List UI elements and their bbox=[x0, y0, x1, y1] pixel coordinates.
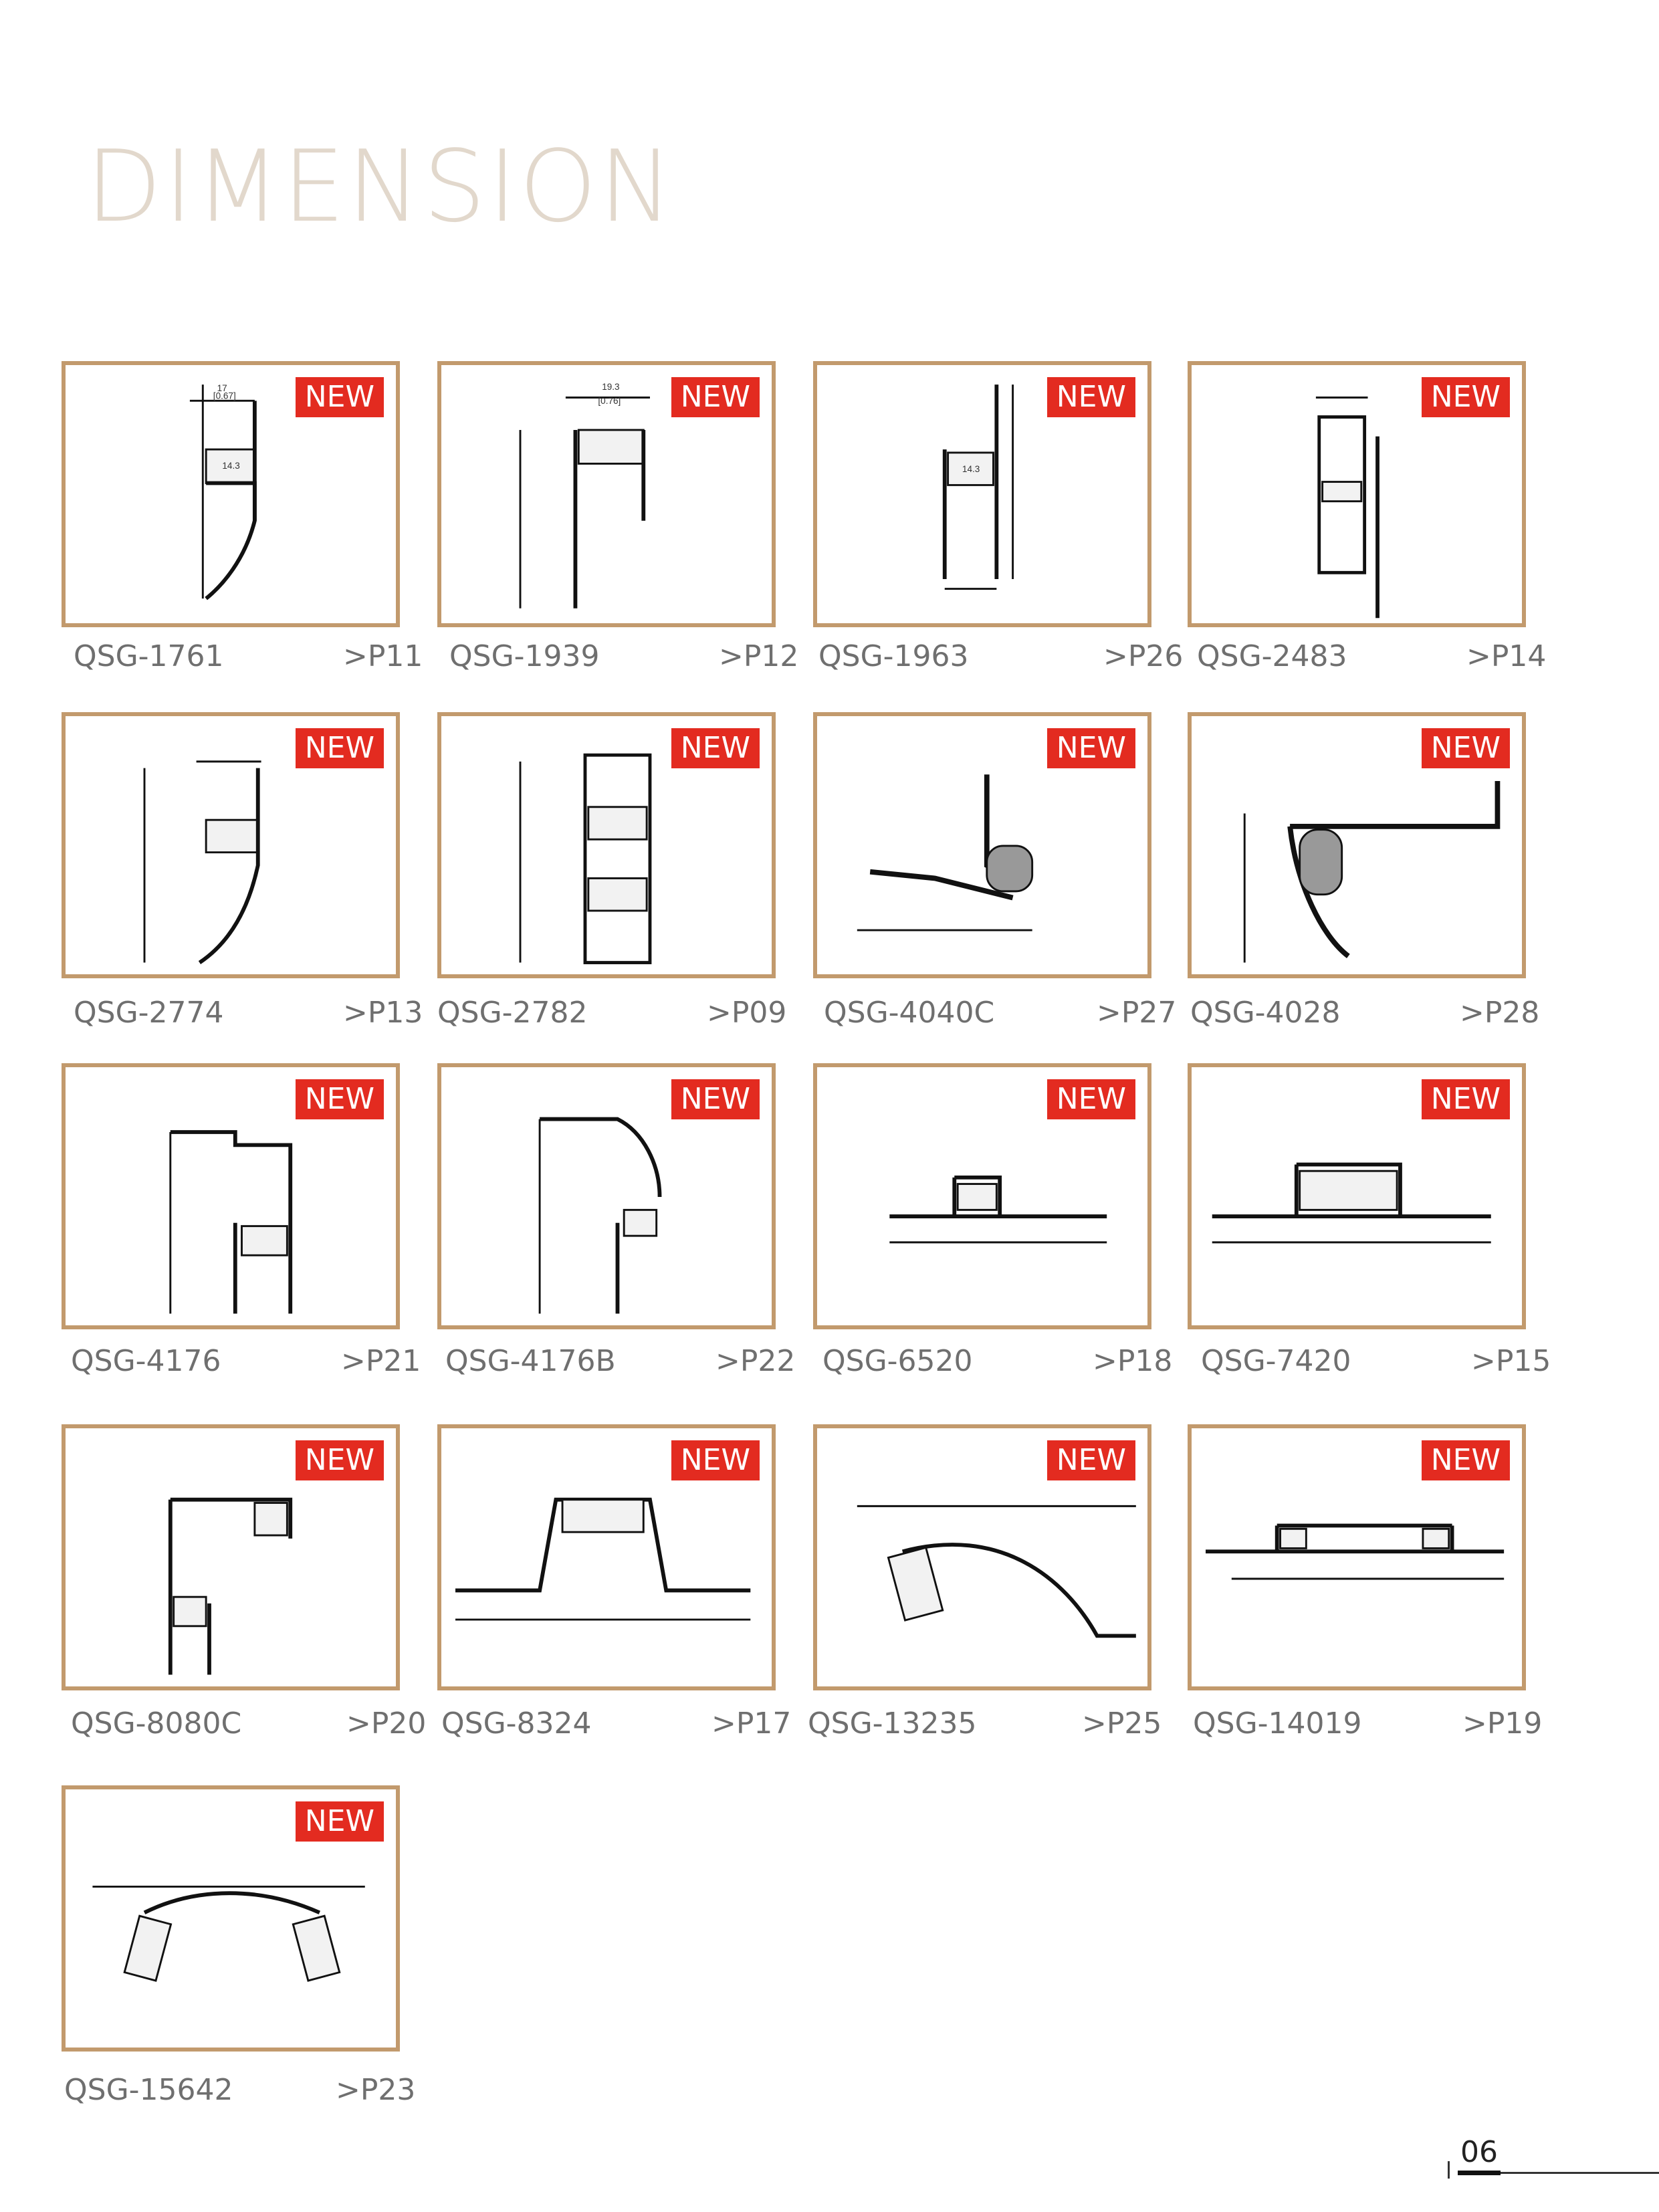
product-code[interactable]: QSG-2782 bbox=[437, 996, 588, 1030]
page-ref-link[interactable]: >P26 bbox=[1103, 639, 1184, 673]
page-ref-link[interactable]: >P13 bbox=[343, 996, 423, 1030]
dim-label: 17 bbox=[217, 382, 227, 393]
new-badge: NEW bbox=[1047, 1079, 1135, 1119]
product-code[interactable]: QSG-15642 bbox=[64, 2073, 233, 2107]
product-card-qsg-2774[interactable] bbox=[62, 712, 400, 978]
page-number-underline bbox=[1458, 2171, 1501, 2175]
page-title: DIMENSION bbox=[86, 129, 675, 244]
product-card-qsg-7420[interactable] bbox=[1188, 1063, 1526, 1329]
page-ref-link[interactable]: >P14 bbox=[1466, 639, 1547, 673]
page-ref-link[interactable]: >P17 bbox=[711, 1706, 792, 1741]
page-ref-link[interactable]: >P20 bbox=[346, 1706, 427, 1741]
new-badge: NEW bbox=[296, 377, 384, 417]
new-badge: NEW bbox=[671, 377, 760, 417]
page-ref-link[interactable]: >P25 bbox=[1082, 1706, 1162, 1741]
new-badge: NEW bbox=[296, 728, 384, 768]
product-card-qsg-1939[interactable] bbox=[437, 361, 776, 627]
product-code[interactable]: QSG-1963 bbox=[818, 639, 969, 673]
product-card-qsg-8324[interactable] bbox=[437, 1424, 776, 1690]
page-ref-link[interactable]: >P11 bbox=[343, 639, 423, 673]
product-card-qsg-15642[interactable] bbox=[62, 1785, 400, 2052]
product-code[interactable]: QSG-4176B bbox=[445, 1344, 616, 1378]
dim-label: [0.76] bbox=[598, 396, 621, 407]
product-code[interactable]: QSG-2774 bbox=[74, 996, 224, 1030]
new-badge: NEW bbox=[1047, 728, 1135, 768]
page-ref-link[interactable]: >P27 bbox=[1097, 996, 1177, 1030]
page-number: 06 bbox=[1460, 2135, 1498, 2169]
new-badge: NEW bbox=[1047, 377, 1135, 417]
new-badge: NEW bbox=[296, 1801, 384, 1842]
page-ref-link[interactable]: >P21 bbox=[341, 1344, 421, 1378]
product-code[interactable]: QSG-14019 bbox=[1193, 1706, 1362, 1741]
product-code[interactable]: QSG-8324 bbox=[441, 1706, 592, 1741]
new-badge: NEW bbox=[671, 1440, 760, 1480]
product-card-qsg-2782[interactable] bbox=[437, 712, 776, 978]
product-card-qsg-4176[interactable] bbox=[62, 1063, 400, 1329]
product-card-qsg-2483[interactable] bbox=[1188, 361, 1526, 627]
new-badge: NEW bbox=[296, 1079, 384, 1119]
product-code[interactable]: QSG-4176 bbox=[71, 1344, 221, 1378]
dim-label: 19.3 bbox=[602, 381, 620, 392]
dim-label: 14.3 bbox=[962, 464, 980, 475]
dim-label: 14.3 bbox=[222, 461, 240, 471]
product-card-qsg-14019[interactable] bbox=[1188, 1424, 1526, 1690]
new-badge: NEW bbox=[296, 1440, 384, 1480]
product-card-qsg-8080c[interactable] bbox=[62, 1424, 400, 1690]
product-code[interactable]: QSG-6520 bbox=[822, 1344, 973, 1378]
product-card-qsg-4028[interactable] bbox=[1188, 712, 1526, 978]
new-badge: NEW bbox=[1422, 1079, 1510, 1119]
new-badge: NEW bbox=[671, 728, 760, 768]
product-card-qsg-1963[interactable] bbox=[813, 361, 1151, 627]
new-badge: NEW bbox=[1422, 1440, 1510, 1480]
page-ref-link[interactable]: >P19 bbox=[1462, 1706, 1543, 1741]
product-card-qsg-4176b[interactable] bbox=[437, 1063, 776, 1329]
product-code[interactable]: QSG-7420 bbox=[1201, 1344, 1351, 1378]
new-badge: NEW bbox=[1422, 728, 1510, 768]
product-code[interactable]: QSG-1939 bbox=[449, 639, 600, 673]
product-code[interactable]: QSG-2483 bbox=[1197, 639, 1347, 673]
page-ref-link[interactable]: >P09 bbox=[707, 996, 787, 1030]
page-ref-link[interactable]: >P15 bbox=[1471, 1344, 1551, 1378]
product-card-qsg-13235[interactable] bbox=[813, 1424, 1151, 1690]
product-code[interactable]: QSG-8080C bbox=[71, 1706, 242, 1741]
page-ref-link[interactable]: >P22 bbox=[715, 1344, 796, 1378]
footer-tick bbox=[1448, 2161, 1450, 2179]
new-badge: NEW bbox=[1422, 377, 1510, 417]
new-badge: NEW bbox=[1047, 1440, 1135, 1480]
new-badge: NEW bbox=[671, 1079, 760, 1119]
page-ref-link[interactable]: >P12 bbox=[719, 639, 799, 673]
page-ref-link[interactable]: >P28 bbox=[1460, 996, 1540, 1030]
dim-label: [0.67] bbox=[213, 391, 236, 401]
product-code[interactable]: QSG-1761 bbox=[74, 639, 224, 673]
page-ref-link[interactable]: >P18 bbox=[1093, 1344, 1173, 1378]
product-code[interactable]: QSG-4028 bbox=[1190, 996, 1341, 1030]
product-code[interactable]: QSG-4040C bbox=[824, 996, 995, 1030]
product-card-qsg-4040c[interactable] bbox=[813, 712, 1151, 978]
product-code[interactable]: QSG-13235 bbox=[808, 1706, 977, 1741]
page-ref-link[interactable]: >P23 bbox=[336, 2073, 416, 2107]
product-card-qsg-1761[interactable] bbox=[62, 361, 400, 627]
product-card-qsg-6520[interactable] bbox=[813, 1063, 1151, 1329]
